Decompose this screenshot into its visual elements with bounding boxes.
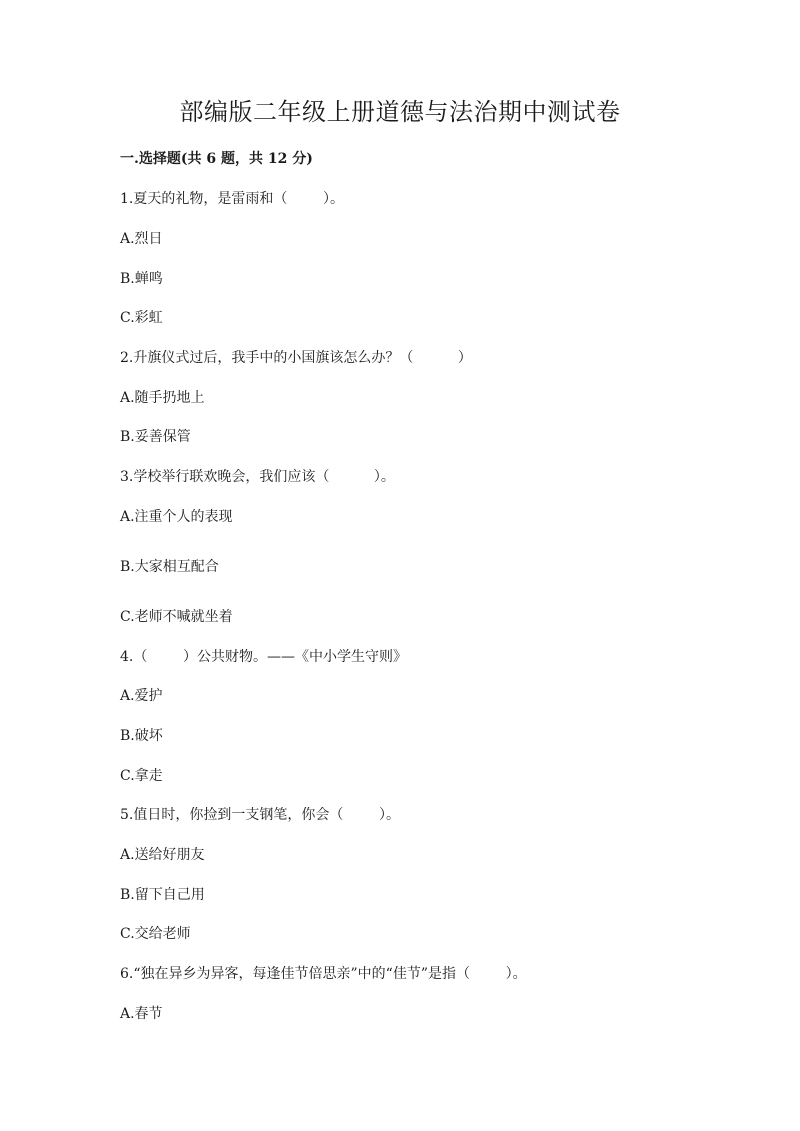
question-5-option-a: A.送给好朋友 [120, 847, 205, 863]
section-heading: 一.选择题(共 6 题，共 12 分) [120, 151, 313, 167]
question-4-option-c: C.拿走 [120, 768, 163, 784]
question-4-option-a: A.爱护 [120, 688, 163, 704]
question-1-option-a: A.烈日 [120, 231, 163, 247]
question-6-option-a: A.春节 [120, 1006, 163, 1022]
question-3-option-a: A.注重个人的表现 [120, 509, 233, 525]
question-5-option-c: C.交给老师 [120, 926, 191, 942]
question-5-option-b: B.留下自己用 [120, 887, 205, 903]
question-1-option-b: B.蝉鸣 [120, 271, 163, 287]
question-1-option-c: C.彩虹 [120, 310, 163, 326]
question-4-option-b: B.破坏 [120, 728, 163, 744]
page-title: 部编版二年级上册道德与法治期中测试卷 [179, 98, 621, 126]
question-3-option-c: C.老师不喊就坐着 [120, 609, 233, 625]
question-2-option-a: A.随手扔地上 [120, 390, 205, 406]
question-2-stem: 2.升旗仪式过后，我手中的小国旗该怎么办？（ ） [120, 350, 472, 366]
question-6-stem: 6.“独在异乡为异客，每逢佳节倍思亲”中的“佳节”是指（ ）。 [120, 966, 527, 982]
question-4-stem: 4.（ ）公共财物。——《中小学生守则》 [120, 649, 407, 665]
question-3-option-b: B.大家相互配合 [120, 559, 219, 575]
question-5-stem: 5.值日时，你捡到一支钢笔，你会（ ）。 [120, 807, 400, 823]
question-1-stem: 1.夏天的礼物，是雷雨和（ ）。 [120, 191, 344, 207]
question-2-option-b: B.妥善保管 [120, 429, 191, 445]
question-3-stem: 3.学校举行联欢晚会，我们应该（ ）。 [120, 469, 395, 485]
